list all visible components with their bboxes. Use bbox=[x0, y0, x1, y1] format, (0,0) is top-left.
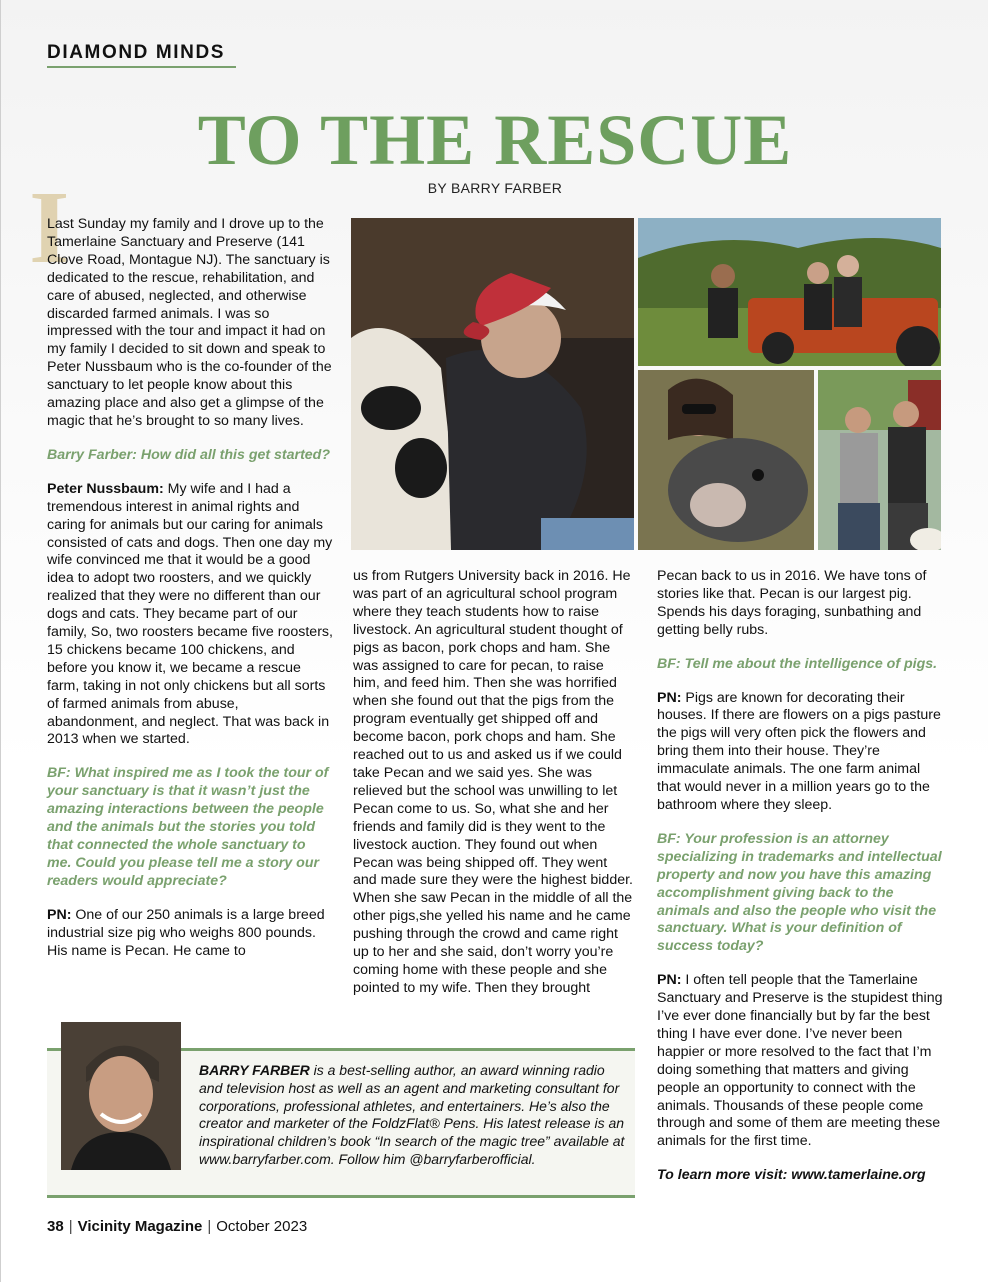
answer-4 bbox=[657, 972, 943, 1151]
article-column-3 bbox=[657, 568, 943, 1201]
photo-two-men bbox=[818, 370, 941, 550]
answer-text: Pigs are known for decorating their houses. If there are flowers on a pigs pasture the pigs will very often pick the flowers and bring them into their house. They’re immaculate animals. The one farm animal that would never in a million years go to the bathroom where they sleep. bbox=[657, 689, 941, 813]
page-footer bbox=[47, 1218, 307, 1235]
article-title: TO THE RESCUE bbox=[197, 100, 793, 180]
answer-2 bbox=[47, 907, 333, 961]
speaker-label: PN: bbox=[657, 689, 682, 706]
story-paragraph: us from Rutgers University back in 2016. He was part of an agricultural school program where they teach students how to raise livestock. An agricultural student thought of pigs as bacon, pork chops and ham. She was assigned to care for pecan, to raise him, and feed him. Then she was horrified when she found out that the pigs from the program eventually get shipped off and become bacon, pork chops and ham. She reached out to us and asked us if we could take Pecan and we said yes. She was relieved but the school was unwilling to let Pecan come to us. So, what she and her friends and family did is they went to the livestock auction. They found out when Pecan was being shipped off. They went and made sure they were the highest bidder. When she saw Pecan in the middle of all the other pigs,she yelled his name and he came pushing through the crowd and came right up to her and she said, don’t worry you’re coming home with these people and she pointed to my wife. Then they brought bbox=[353, 568, 633, 996]
section-tag: DIAMOND MINDS bbox=[47, 42, 226, 63]
answer-text: My wife and I had a tremendous interest in animal rights and caring for animals but our caring for animals consisted of cats and dogs. Then one day my wife convinced me that it would be a good idea to adopt two roosters, and we quickly realized that they were no different than our dogs and cats. They became part of our family, So, two roosters became five roosters, 15 chickens became 100 chickens, and before you know it, we became a rescue farm, taking in not only chickens but all sorts of farmed animals from abuse, abandonment, and neglect. That was back in 2013 when we started. bbox=[47, 480, 333, 748]
question-2: BF: What inspired me as I took the tour of your sanctuary is that it wasn’t just the amazing interactions between the people and the animals but the stories you told that connected the whole sanctuary to me. Could you please tell me a story our readers would appreciate? bbox=[47, 765, 329, 889]
speaker-label: PN: bbox=[47, 906, 72, 923]
issue-date: October 2023 bbox=[216, 1218, 308, 1235]
intro-paragraph: Last Sunday my family and I drove up to the Tamerlaine Sanctuary and Preserve (141 Clove Road, Montague NJ). The sanctuary is dedicated to the rescue, rehabilitation, and care of abused, neglected, and otherwise discarded farmed animals. I was so impressed with the tour and impact it had on my family I decided to sit down and speak to Peter Nussbaum who is the co-founder of the sanctuary to let people know about this amazing place and also get a glimpse of the magic that he’s brought to so many lives. bbox=[47, 216, 332, 429]
footer-separator: | bbox=[68, 1218, 73, 1235]
page-number: 38 bbox=[47, 1218, 64, 1235]
section-rule bbox=[47, 66, 236, 68]
magazine-name: Vicinity Magazine bbox=[77, 1218, 203, 1235]
photo-collage bbox=[351, 218, 941, 550]
drop-cap: I bbox=[29, 170, 70, 285]
photo-three-men-tractor bbox=[638, 218, 941, 366]
article-column-1 bbox=[47, 216, 333, 976]
question-1: Barry Farber: How did all this get started? bbox=[47, 446, 331, 463]
photo-man-hugging-cow bbox=[351, 218, 634, 550]
author-name: BARRY FARBER bbox=[199, 1062, 310, 1078]
question-3: BF: Tell me about the intelligence of pigs. bbox=[657, 655, 938, 672]
story-continuation: Pecan back to us in 2016. We have tons of stories like that. Pecan is our largest pig. Spends his days foraging, sunbathing and getting belly rubs. bbox=[657, 568, 927, 638]
answer-3 bbox=[657, 690, 943, 815]
learn-more-link[interactable]: To learn more visit: www.tamerlaine.org bbox=[657, 1167, 926, 1184]
footer-separator: | bbox=[207, 1218, 212, 1235]
question-4: BF: Your profession is an attorney specializing in trademarks and intellectual property and now you have this amazing accomplishment giving back to the animals and also the people who visit the sanctuary. What is your definition of success today? bbox=[657, 830, 942, 955]
author-photo bbox=[61, 1022, 181, 1170]
article-column-2 bbox=[353, 568, 633, 1014]
byline: BY BARRY FARBER bbox=[427, 180, 563, 196]
answer-text: I often tell people that the Tamerlaine Sanctuary and Preserve is the stupidest thing I’ve ever done financially but by far the best thing I have ever done. I’ve never been happier or more resolved to the fact that I’m doing something that matters and giving people an opportunity to connect with the animals. Thousands of these people come through and some of them are meeting these animals for the first time. bbox=[657, 972, 943, 1150]
bio-description: is a best-selling author, an award winning radio and television host as well as an agent and marketing consultant for corporations, professional athletes, and entertainers. He’s also the creator and marketer of the FoldzFlat® Pens. His latest release is an inspirational children’s book “In search of the magic tree” available at www.barryfarber.com. Follow him @barryfarberofficial. bbox=[199, 1062, 625, 1167]
answer-1 bbox=[47, 481, 333, 750]
speaker-label: PN: bbox=[657, 972, 682, 989]
answer-text: One of our 250 animals is a large breed industrial size pig who weighs 800 pounds. His name is Pecan. He came to bbox=[47, 906, 325, 959]
author-bio-text bbox=[199, 1062, 627, 1169]
photo-woman-with-pig bbox=[638, 370, 814, 550]
speaker-label: Peter Nussbaum: bbox=[47, 480, 164, 497]
